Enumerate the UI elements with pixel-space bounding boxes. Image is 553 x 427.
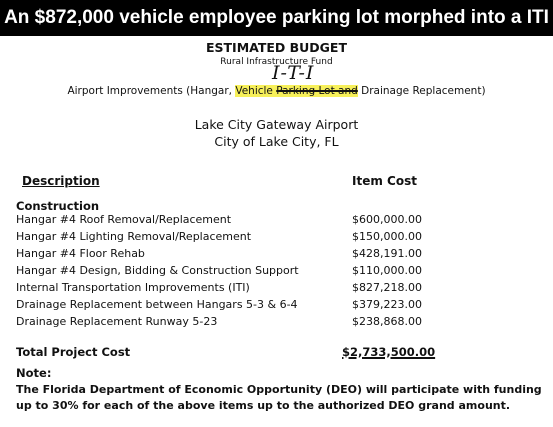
budget-title: ESTIMATED BUDGET bbox=[205, 40, 348, 55]
note-text: The Florida Department of Economic Opportunity (DEO) will participate with funding up to 30% for each of the above items up to the authorized DEO grand amount. bbox=[16, 383, 542, 412]
table-row bbox=[0, 247, 553, 264]
row-cost: $827,218.00 bbox=[352, 281, 422, 294]
project-highlight: Vehicle bbox=[235, 85, 277, 97]
row-cost: $150,000.00 bbox=[352, 230, 422, 243]
project-prefix: Airport Improvements (Hangar, bbox=[67, 85, 236, 97]
row-cost: $600,000.00 bbox=[352, 213, 422, 226]
table-row bbox=[0, 298, 553, 315]
handwritten-annotation: I-T-I bbox=[272, 62, 315, 84]
row-description: Hangar #4 Design, Bidding & Construction Support bbox=[16, 264, 299, 277]
row-description: Internal Transportation Improvements (ITI) bbox=[16, 281, 250, 294]
row-description: Hangar #4 Roof Removal/Replacement bbox=[16, 213, 232, 226]
row-cost: $110,000.00 bbox=[352, 264, 422, 277]
project-struck-text: Parking Lot and bbox=[276, 85, 358, 97]
table-row bbox=[0, 230, 553, 247]
airport-name: Lake City Gateway Airport bbox=[194, 117, 359, 132]
note-label: Note: bbox=[16, 366, 52, 380]
description-column-header: Description bbox=[22, 174, 100, 188]
table-row bbox=[0, 281, 553, 298]
fund-name: Rural Infrastructure Fund bbox=[220, 57, 333, 67]
row-cost: $379,223.00 bbox=[352, 298, 422, 311]
row-description: Drainage Replacement Runway 5-23 bbox=[16, 315, 218, 328]
row-cost: $238,868.00 bbox=[352, 315, 422, 328]
project-suffix: Drainage Replacement) bbox=[357, 85, 486, 97]
city-name: City of Lake City, FL bbox=[214, 134, 339, 149]
row-description: Drainage Replacement between Hangars 5-3 & 6-4 bbox=[16, 298, 298, 311]
row-cost: $428,191.00 bbox=[352, 247, 422, 260]
row-description: Hangar #4 Floor Rehab bbox=[16, 247, 145, 260]
headline-banner: An $872,000 vehicle employee parking lot morphed into a ITI bbox=[0, 0, 553, 36]
total-value: $2,733,500.00 bbox=[342, 345, 436, 359]
item-cost-column-header: Item Cost bbox=[352, 174, 417, 188]
project-description bbox=[0, 85, 553, 97]
table-row bbox=[0, 213, 553, 230]
total-label: Total Project Cost bbox=[16, 345, 131, 359]
construction-section-label: Construction bbox=[16, 199, 100, 213]
table-row bbox=[0, 264, 553, 281]
table-row bbox=[0, 315, 553, 332]
row-description: Hangar #4 Lighting Removal/Replacement bbox=[16, 230, 252, 243]
